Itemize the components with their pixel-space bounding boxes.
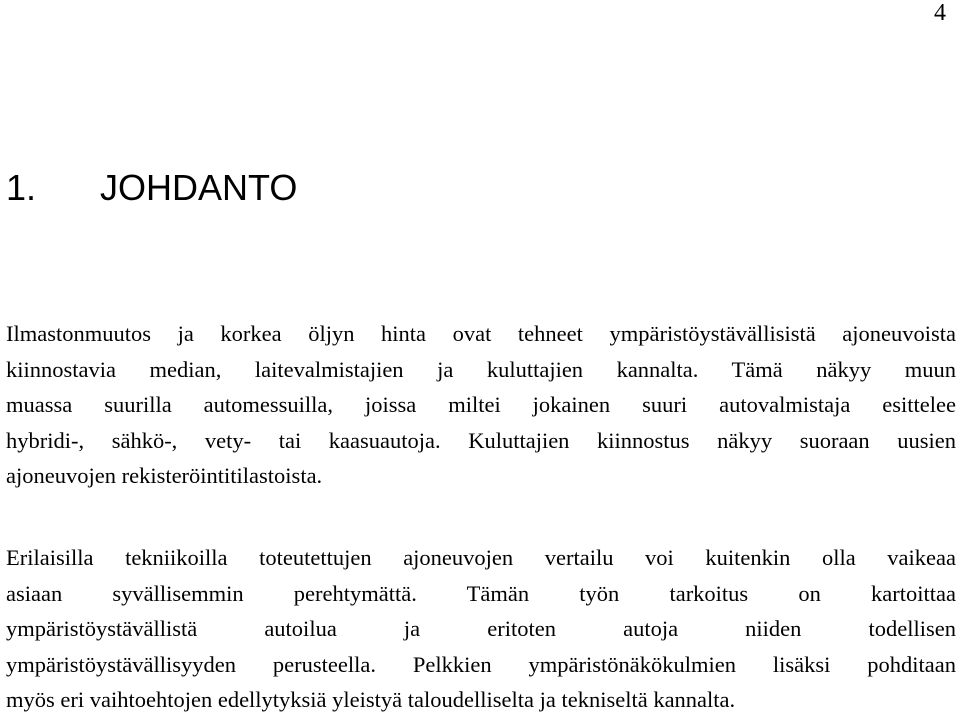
paragraph-line: ajoneuvojen rekisteröintitilastoista. [6, 463, 323, 488]
paragraph-line: Ilmastonmuutos ja korkea öljyn hinta ovat tehneet ympäristöystävällisistä ajoneuvoista [6, 321, 956, 346]
paragraph-line: ympäristöystävällisyyden perusteella. Pelkkien ympäristönäkökulmien lisäksi pohditaan [6, 651, 956, 677]
chapter-number: 1. [6, 167, 37, 208]
paragraph-line: Erilaisilla tekniikoilla toteutettujen ajoneuvojen vertailu voi kuitenkin olla vaikeaa [6, 545, 956, 570]
page-number: 4 [934, 0, 946, 26]
chapter-title: JOHDANTO [100, 167, 298, 208]
chapter-heading [6, 166, 297, 210]
paragraph-line: myös eri vaihtoehtojen edellytyksiä yleistyä taloudelliselta ja tekniseltä kannalta. [6, 687, 736, 712]
paragraph-line: muassa suurilla automessuilla, joissa miltei jokainen suuri autovalmistaja esittelee [6, 392, 956, 417]
paragraph-line: ympäristöystävällistä autoilua ja eritoten autoja niiden todellisen [6, 616, 956, 641]
paragraph-purpose [6, 540, 956, 718]
paragraph-line: kiinnostavia median, laitevalmistajien ja kuluttajien kannalta. Tämä näkyy muun [6, 356, 956, 382]
paragraph-line: asiaan syvällisemmin perehtymättä. Tämän työn tarkoitus on kartoittaa [6, 580, 956, 606]
paragraph-line: hybridi-, sähkö-, vety- tai kaasuautoja. Kuluttajien kiinnostus näkyy suoraan uusien [6, 427, 956, 453]
paragraph-intro [6, 316, 956, 494]
